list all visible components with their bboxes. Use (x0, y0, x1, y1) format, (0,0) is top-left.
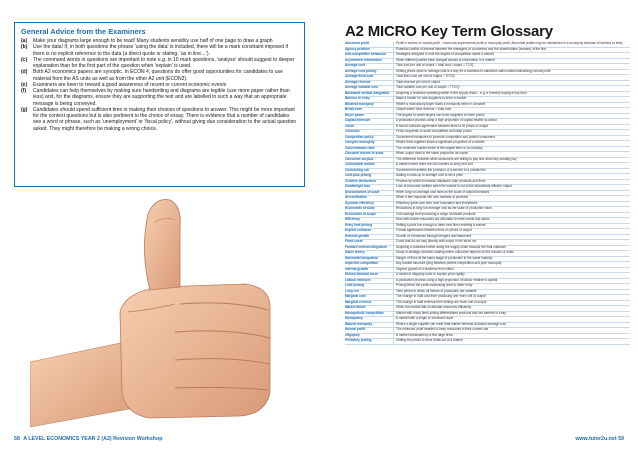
glossary-term: Deadweight loss (345, 184, 371, 189)
glossary-term: Consumer surplus (345, 156, 374, 161)
glossary-term: Backward vertical integration (345, 90, 390, 95)
glossary-definition: Pricing below the profit-maximising level to deter entry (393, 284, 630, 289)
right-footer (575, 436, 624, 442)
glossary-definition: Reductions in long run average cost as the scale of production rises (393, 207, 630, 212)
advice-letter: (f) (21, 88, 27, 94)
glossary-definition: Total variable cost per unit of output = TVC/Q (393, 86, 630, 91)
glossary-definition: Process by which innovation displaces older products and firms (393, 180, 630, 185)
glossary-definition: Government transfers the provision of a service to a private firm (393, 169, 630, 174)
glossary-definition: Firms cooperate to avoid competition and raise prices (393, 130, 630, 135)
glossary-term: Asymmetric information (345, 57, 382, 62)
advice-letter: (a) (21, 38, 28, 44)
glossary-definition: A market with a single or dominant buyer (393, 317, 630, 322)
glossary-term: Concentration ratio (345, 145, 375, 150)
glossary-term: Average cost pricing (345, 68, 377, 73)
glossary-term: Internal growth (345, 266, 369, 271)
glossary-term: Average revenue (345, 79, 371, 84)
glossary-term: Complex monopoly (345, 140, 375, 145)
glossary-term: Efficiency (345, 217, 361, 222)
glossary-definition: Acquiring a business operating earlier in the supply chain – e.g. a brewery buying a hop farm (393, 92, 630, 97)
advice-text: Make your diagrams large enough to be read! Many students sensibly use half of one page to draw a graph (33, 38, 273, 44)
glossary-term: Monopolistic competition (345, 310, 384, 315)
glossary-term: Forward vertical integration (345, 244, 387, 249)
advice-title: General Advice from the Examiners (21, 27, 146, 36)
glossary-definition: Costs that do not vary directly with output in the short run (393, 240, 630, 245)
glossary-term: Cost-plus pricing (345, 173, 372, 178)
advice-text: Use the data! If, in both questions the phrase 'using the data' is included, there will be a mark constraint imposed if there is no explicit reference to the data (a direct quote or stating, 'as in line…'). (33, 44, 288, 57)
glossary-definition: When long run average cost rises as the scale of output increases (393, 191, 630, 196)
glossary-term: Limit pricing (345, 283, 365, 288)
glossary-term: Monopsony (345, 316, 363, 321)
glossary-title: A2 MICRO Key Term Glossary (345, 23, 553, 40)
advice-text: Both A2 economics papers are synoptic. In ECON 4, questions do offer good opportunities for candidates to use material from the AS units as well as from the other A2 unit (ECON3). (33, 69, 283, 82)
glossary-term: Game theory (345, 250, 365, 255)
advice-letter: (e) (21, 81, 28, 88)
glossary-definition: A production process using a high proportion of labour relative to capital (393, 279, 630, 284)
glossary-row (345, 339, 630, 345)
glossary-term: Oligopoly (345, 332, 360, 337)
glossary-term: Buyer power (345, 112, 365, 117)
glossary-definition: A market where there are low barriers to entry and exit (393, 163, 630, 168)
glossary-definition: A formal collusive agreement between firms to fix prices or output (393, 125, 630, 130)
glossary-term: Labour intensive (345, 277, 371, 282)
glossary-definition: A model of oligopoly used to explain price rigidity (393, 273, 630, 278)
advice-item (21, 107, 298, 132)
glossary-definition: Merger of firms at the same stage of production in the same industry (393, 257, 630, 262)
glossary-definition: The degree to which buyers can force suppliers to lower prices (393, 114, 630, 119)
glossary-term: Explicit collusion (345, 228, 372, 233)
glossary-term: Average variable cost (345, 85, 378, 90)
glossary-definition: Total cost per unit of output = total cost / output = TC/Q (393, 64, 630, 69)
advice-item (21, 69, 298, 82)
glossary-term: Imperfect competition (345, 261, 379, 266)
glossary-definition: Market with many firms selling differentiated products and low barriers to entry (393, 312, 630, 317)
advice-text: The command words in questions are important to note e.g. in 10 mark questions, 'analyse' should suggest to deeper explanation than for the first part of the question when 'explain' is used. (33, 56, 295, 69)
glossary-term: Fixed costs (345, 239, 363, 244)
glossary-definition: Any market structure lying between perfect competition and pure monopoly (393, 262, 630, 267)
glossary-definition: Government measures to promote competition and protect consumers (393, 136, 630, 141)
glossary-table (345, 42, 630, 345)
glossary-term: Normal profit (345, 327, 366, 332)
advice-letter: (c) (21, 56, 28, 63)
glossary-term: Horizontal integration (345, 255, 378, 260)
thumbs-up-icon (30, 192, 310, 432)
glossary-definition: Where a single supplier can meet total market demand at lowest average cost (393, 323, 630, 328)
glossary-term: Natural monopoly (345, 321, 373, 326)
glossary-term: Marginal revenue (345, 299, 372, 304)
glossary-term: Agency problem (345, 46, 370, 51)
glossary-definition: Acquiring a business further along the supply chain towards the final customer (393, 246, 630, 251)
advice-letter: (b) (21, 44, 28, 51)
glossary-term: Break-even (345, 107, 363, 112)
glossary-definition: A production process using a high proportion of capital relative to labour (393, 119, 630, 124)
glossary-term: Contestable market (345, 162, 375, 167)
glossary-term: Marginal cost (345, 294, 366, 299)
glossary-term: External growth (345, 233, 370, 238)
glossary-definition: Strategies designed to limit the degree of competition inside a market (393, 53, 630, 58)
left-footer-text: A LEVEL ECONOMICS YEAR 2 (A2) Revision Workshop (23, 436, 163, 442)
glossary-definition: Setting a price low enough to deter new firms entering a market (393, 224, 630, 229)
advice-text: Examiners are keen to reward a good awareness of recent or current economic events (33, 81, 227, 88)
glossary-definition: The combined market share of the largest firms in an industry (393, 147, 630, 152)
glossary-definition: A market dominated by a few large firms (393, 334, 630, 339)
advice-item (21, 57, 298, 70)
advice-item (21, 44, 298, 57)
glossary-definition: Efficiency gains over time from innovation and investment (393, 202, 630, 207)
glossary-term: Barriers to entry (345, 96, 370, 101)
glossary-definition: Time period in which all factors of production are variable (393, 290, 630, 295)
glossary-definition: When the market fails to allocate resources efficiently (393, 306, 630, 311)
glossary-definition: When output rises in the same proportion as inputs (393, 152, 630, 157)
glossary-definition: Cost savings from producing a range of related products (393, 213, 630, 218)
glossary-definition: Formal agreements between firms on prices or output (393, 229, 630, 234)
glossary-definition: Potential conflict of interest between the managers of a business and the shareholders (owners) of the firm (393, 48, 630, 53)
glossary-term: Constant returns to scale (345, 151, 384, 156)
glossary-term: Bilateral monopoly (345, 101, 374, 106)
glossary-term: Dynamic efficiency (345, 200, 374, 205)
glossary-definition: Setting low prices to drive rivals out of a market (393, 339, 630, 344)
glossary-term: Long run (345, 288, 359, 293)
glossary-definition: The change in total cost from producing one more unit of output (393, 295, 630, 300)
advice-item (21, 88, 298, 107)
glossary-term: Abnormal profit (345, 41, 369, 46)
advice-text: Candidates can help themselves by making sure handwriting and diagrams are legible (use more paper rather than less) and, for the diagrams, ensure they are supporting the text and are labelled in such a way that an appropriate message is being conveyed. (33, 88, 290, 107)
glossary-definition: Loss of economic welfare when the market is not at the allocatively efficient output (393, 185, 630, 190)
glossary-term: Entry limit pricing (345, 222, 373, 227)
glossary-definition: Organic growth of a business from within (393, 268, 630, 273)
glossary-term: Economies of scope (345, 211, 376, 216)
glossary-term: Creative destruction (345, 178, 376, 183)
glossary-term: Diseconomies of scale (345, 189, 380, 194)
glossary-definition: Total fixed cost per unit of output = TFC/Q (393, 75, 630, 80)
glossary-term: Average fixed cost (345, 74, 374, 79)
footer-url: www.tutor2u.net (575, 436, 617, 442)
glossary-term: Collusion (345, 129, 360, 134)
glossary-term: Predatory pricing (345, 338, 372, 343)
left-footer (14, 436, 163, 442)
glossary-definition: Where a monopsony buyer faces a monopoly seller in a market (393, 103, 630, 108)
glossary-definition: Profit in excess of normal profit – known as supernormal profit or monopoly profit. Abnormal profits may be maintained in a monopoly because of barriers to entry (393, 42, 630, 47)
left-page-number: 58 (14, 436, 20, 442)
thumbs-up-illustration (30, 192, 310, 432)
glossary-definition: Growth of a business through mergers and takeovers (393, 235, 630, 240)
glossary-term: Anti-competitive behaviour (345, 52, 387, 57)
glossary-definition: The change in total revenue from selling one more unit of output (393, 301, 630, 306)
glossary-term: Average cost (345, 63, 365, 68)
glossary-definition: The minimum profit needed to keep resources in their current use (393, 328, 630, 333)
right-page-number: 59 (618, 436, 624, 442)
glossary-definition: Setting prices close to average cost is a way for a business to maximise sales whilst maintaining normal profit (393, 70, 630, 75)
glossary-term: Capital intensive (345, 118, 371, 123)
glossary-term: Kinked demand curve (345, 272, 379, 277)
glossary-term: Diversification (345, 195, 367, 200)
advice-letter: (g) (21, 106, 28, 113)
glossary-term: Contracting out (345, 167, 369, 172)
glossary-term: Market failure (345, 305, 366, 310)
examiner-advice-box (14, 22, 305, 187)
glossary-definition: The difference between what consumers are willing to pay and what they actually pay (393, 158, 630, 163)
advice-letter: (d) (21, 69, 28, 76)
glossary-term: Economies of scale (345, 206, 375, 211)
glossary-term: Competition policy (345, 134, 374, 139)
right-page (319, 0, 638, 452)
glossary-definition: Adding a mark-up to average cost to set a price (393, 174, 630, 179)
glossary-definition: Make it harder for new suppliers to enter a market (393, 97, 630, 102)
glossary-definition: Total revenue per unit of output (393, 81, 630, 86)
advice-list (21, 38, 298, 132)
glossary-definition: Study of strategic decision-making where outcomes depend on the choices of rivals (393, 251, 630, 256)
glossary-definition: Output where total revenue = total cost (393, 108, 630, 113)
glossary-definition: Where firms together share a significant proportion of a market (393, 141, 630, 146)
glossary-term: Cartel (345, 123, 355, 128)
glossary-definition: When different parties have unequal access to information in a market (393, 59, 630, 64)
glossary-definition: When a firm expands into new markets or products (393, 196, 630, 201)
advice-text: Candidates should spend sufficient time in making their choices of questions to answer. This might be more important for the context questions but is also pertinent to the choice of essay. There is evidence that a number of candidates see a word or phrase, such as 'unemployment' or 'fiscal policy', without giving due consideration to the actual question asked. They might therefore be making a wrong choice. (33, 106, 297, 132)
glossary-definition: How well scarce resources are allocated to meet needs and wants (393, 218, 630, 223)
